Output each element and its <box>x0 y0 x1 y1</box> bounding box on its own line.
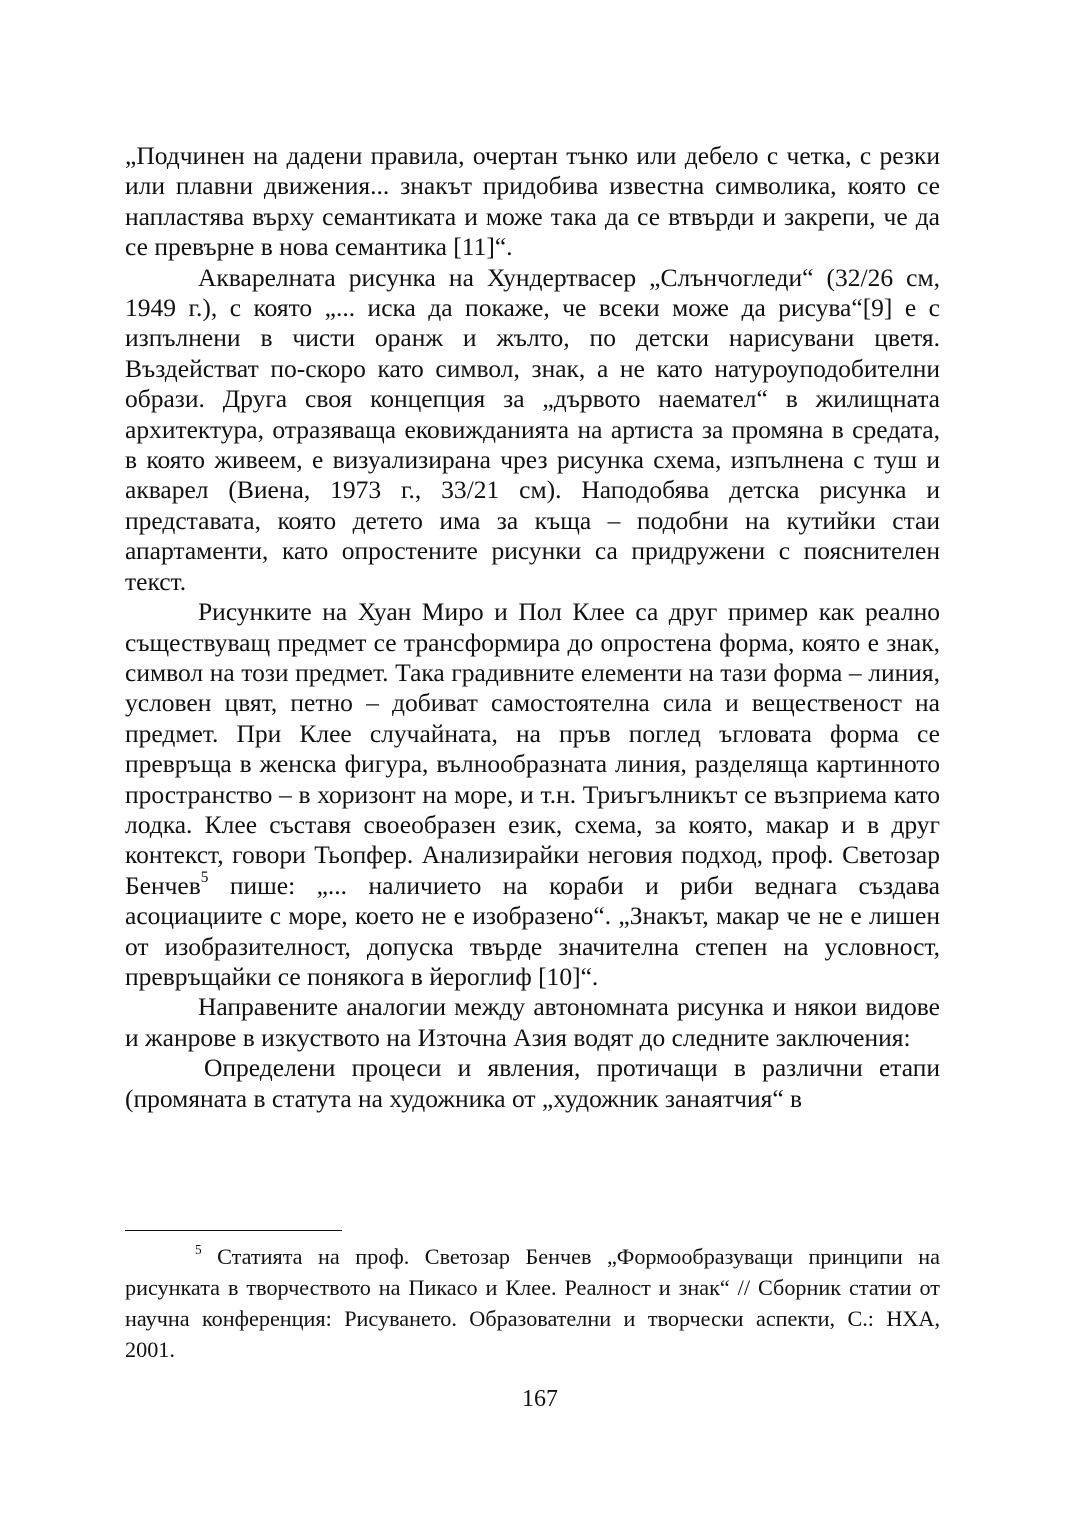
paragraph-analogies: Направените аналогии между автономната рисунка и някои видове и жанрове в изкуството на Източна Азия водят до следните заключения: <box>125 992 940 1052</box>
footnote-text: Статията на проф. Светозар Бенчев „Формообразуващи принципи на рисунката в творчеството на Пикасо и Клее. Реалност и знак“ // Сборник статии от научна конференция: Рисуването. Образователни и творчески аспекти, С.: НХА, 2001. <box>125 1244 940 1362</box>
footnote-separator <box>125 1230 342 1231</box>
footnote <box>125 1241 940 1365</box>
paragraph-hundertwasser: Акварелната рисунка на Хундертвасер „Слънчогледи“ (32/26 см, 1949 г.), с която „... иска да покаже, че всеки може да рисува“[9] е с изпълнени в чисти оранж и жълто, по детски нарисувани цветя. Въздействат по-скоро като символ, знак, а не като натуроуподобителни образи. Друга своя концепция за „дървото наемател“ в жилищната архитектура, отразяваща ековижданията на артиста за промяна в средата, в която живеем, е визуализирана чрез рисунка схема, изпълнена с туш и акварел (Виена, 1973 г., 33/21 см). Наподобява детска рисунка и представата, която детето има за къща – подобни на кутийки стаи апартаменти, като опростените рисунки са придружени с пояснителен текст. <box>125 262 940 596</box>
page-number: 167 <box>522 1386 558 1412</box>
paragraph-conclusions: Определени процеси и явления, протичащи в различни етапи (промяната в статута на художника от „художник занаятчия“ в <box>125 1053 940 1113</box>
paragraph-quote-sign: „Подчинен на дадени правила, очертан тънко или дебело с четка, с резки или плавни движения... знакът придобива известна символика, която се напластява върху семантиката и може така да се втвърди и закрепи, че да се превърне в нова семантика [11]“. <box>125 141 940 262</box>
footnote-marker: 5 <box>195 1241 202 1257</box>
paragraph-miro-klee-text-2: пише: „... наличието на кораби и риби веднага създава асоциациите с море, което не е изобразено“. „Знакът, макар че не е лишен от изобразителност, допуска твърде значителна степен на условност, превръщайки се понякога в йероглиф [10]“. <box>125 870 940 991</box>
paragraph-miro-klee <box>125 597 940 992</box>
footnote-reference: 5 <box>200 868 209 886</box>
page-body <box>125 141 940 1114</box>
paragraph-miro-klee-text-1: Рисунките на Хуан Миро и Пол Клее са друг пример как реално съществуващ предмет се трансформира до опростена форма, която е знак, символ на този предмет. Така градивните елементи на тази форма – линия, условен цвят, петно – добиват самостоятелна сила и вещественост на предмет. При Клее случайната, на пръв поглед ъгловата форма се превръща в женска фигура, вълнообразната линия, разделяща картинното пространство – в хоризонт на море, и т.н. Триъгълникът се възприема като лодка. Клее съставя своеобразен език, схема, за която, макар и в друг контекст, говори Тьопфер. Анализирайки неговия подход, проф. Светозар Бенчев <box>125 597 940 900</box>
